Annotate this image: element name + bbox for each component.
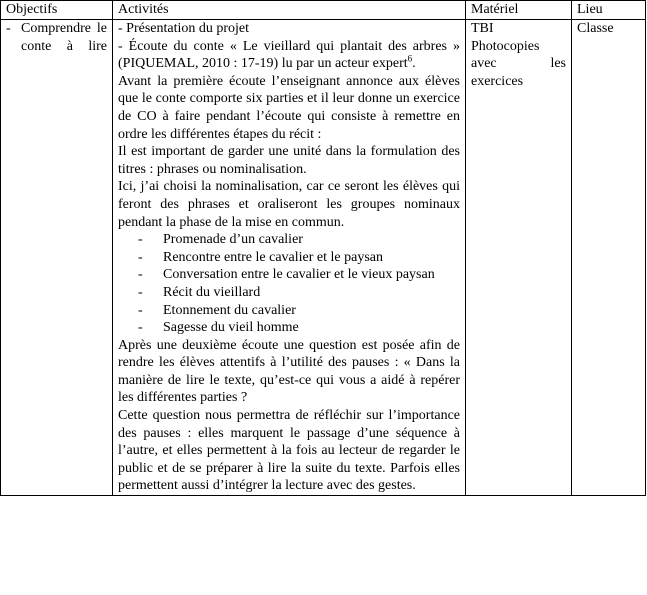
lieu-text: Classe: [577, 21, 614, 36]
objectifs-cell: [1, 20, 113, 496]
content-row: [1, 20, 646, 496]
lieu-cell: [572, 20, 646, 496]
header-materiel: Matériel: [466, 1, 572, 20]
activity-listen: [118, 38, 460, 73]
objective-text: Comprendre le conte à lire: [21, 21, 107, 54]
step-text: Rencontre entre le cavalier et le paysan: [163, 249, 383, 265]
paragraph-before-first-listen: Avant la première écoute l’enseignant annonce aux élèves que le conte comporte six parties et il leur donne un exercice de CO à faire pendant l’écoute qui consiste à remettre en ordre les différentes étapes du récit :: [118, 73, 460, 142]
story-step: [138, 266, 460, 284]
paragraph-second-listen: Après une deuxième écoute une question est posée afin de rendre les élèves attentifs à l’utilité des pauses : « Dans la manière de lire le texte, qu’est-ce qui vous a aidé à repérer les différentes parties ?: [118, 337, 460, 406]
header-row: [1, 1, 646, 20]
header-activites: Activités: [113, 1, 466, 20]
activity-intro: - Présentation du projet: [118, 21, 250, 36]
step-bullet: -: [138, 320, 143, 336]
paragraph-choice: Ici, j’ai choisi la nominalisation, car ce seront les élèves qui feront des phrases et oraliseront les groupes nominaux pendant la phase de la mise en commun.: [118, 179, 460, 230]
paragraph-reflection: Cette question nous permettra de réfléchir sur l’importance des pauses : elles marquent le passage d’une séquence à l’autre, et elles permettent à la fois au lecteur de regarder le public et de se préparer à lire la suite du texte. Parfois elles permettent aussi d’intégrer la lecture avec des gestes.: [118, 408, 460, 494]
header-objectifs: Objectifs: [1, 1, 113, 20]
step-text: Sagesse du vieil homme: [163, 320, 299, 336]
step-bullet: -: [138, 249, 143, 265]
step-text: Etonnement du cavalier: [163, 302, 296, 318]
step-text: Conversation entre le cavalier et le vieux paysan: [163, 267, 435, 283]
header-lieu: Lieu: [572, 1, 646, 20]
story-step: [138, 284, 460, 302]
step-bullet: -: [138, 302, 143, 318]
story-step: [138, 231, 460, 249]
story-step: [138, 249, 460, 267]
step-bullet: -: [138, 267, 143, 283]
materiel-photocopies: Photocopies avec les exercices: [471, 38, 566, 89]
materiel-tbi: TBI: [471, 21, 494, 36]
footnote-marker: 6: [407, 53, 413, 64]
paragraph-uniformity: Il est important de garder une unité dans la formulation des titres : phrases ou nominalisation.: [118, 144, 460, 177]
step-bullet: -: [138, 284, 143, 300]
materiel-cell: [466, 20, 572, 496]
activity-listen-end: .: [412, 56, 416, 72]
activity-listen-text: - Écoute du conte « Le vieillard qui plantait des arbres » (PIQUEMAL, 2010 : 17-19) lu par un acteur expert: [118, 38, 460, 72]
objective-bullet: -: [6, 21, 11, 36]
step-bullet: -: [138, 232, 143, 248]
step-text: Promenade d’un cavalier: [163, 232, 303, 248]
activites-cell: [113, 20, 466, 496]
story-step: [138, 319, 460, 337]
step-text: Récit du vieillard: [163, 284, 261, 300]
story-steps-list: [118, 231, 460, 337]
story-step: [138, 302, 460, 320]
objective-item: [6, 20, 107, 55]
